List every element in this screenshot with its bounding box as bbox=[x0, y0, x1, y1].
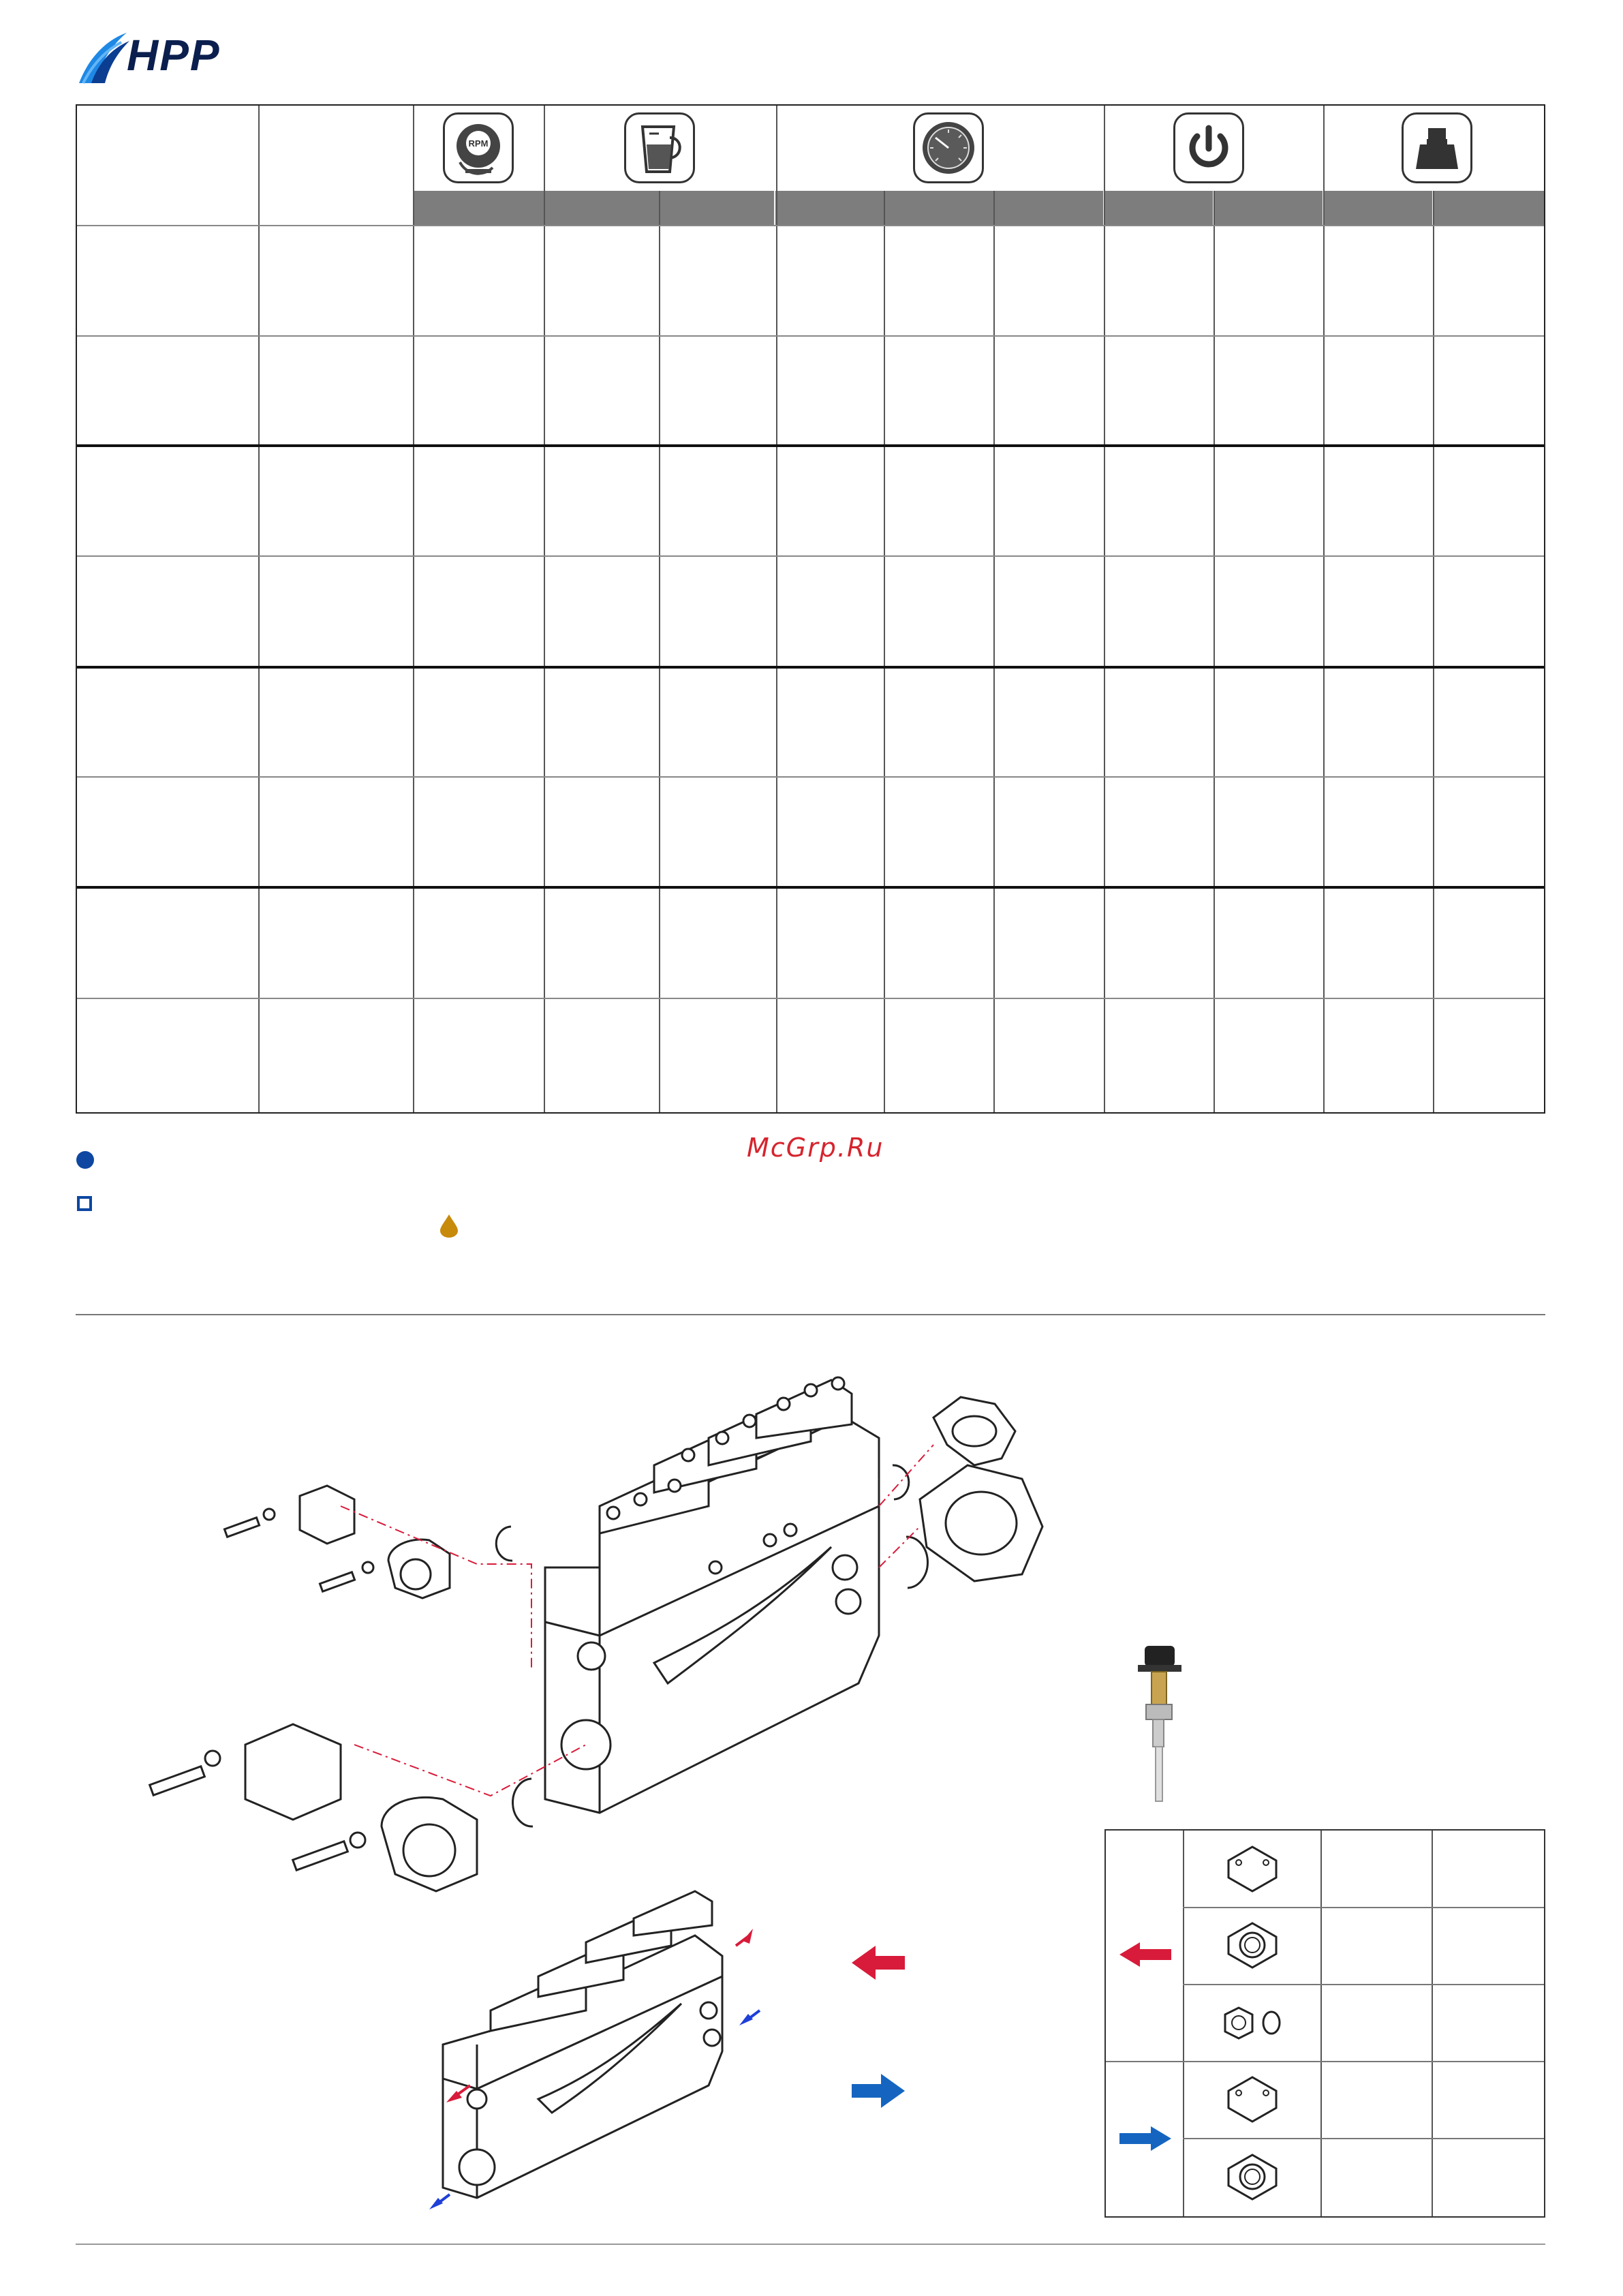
blind-flange-icon bbox=[1222, 1840, 1283, 1897]
blue-arrow-right-icon bbox=[852, 2074, 905, 2108]
oil-drop-icon bbox=[439, 1213, 459, 1238]
brand-name: HPP bbox=[127, 31, 221, 80]
weight-icon bbox=[1402, 112, 1472, 183]
spec-table bbox=[76, 104, 1545, 1114]
adapter-with-seal-icon bbox=[1218, 1994, 1286, 2051]
rpm-icon bbox=[443, 112, 514, 183]
red-arrow-left-icon bbox=[852, 1946, 905, 1980]
pressure-gauge-icon bbox=[913, 112, 984, 183]
watermark-text: McGrp.Ru bbox=[747, 1133, 884, 1163]
outlet-arrow-icon bbox=[1118, 1940, 1173, 1970]
threaded-flange-inlet-icon bbox=[1222, 2148, 1283, 2205]
hollow-square-icon bbox=[77, 1196, 92, 1211]
svg-text:RPM: RPM bbox=[468, 138, 489, 149]
oil-level-sensor-image bbox=[1117, 1646, 1199, 1803]
threaded-flange-icon bbox=[1222, 1916, 1283, 1974]
footer-divider bbox=[76, 2244, 1545, 2245]
connection-parts-table bbox=[1104, 1829, 1545, 2218]
inlet-arrow-icon bbox=[1118, 2124, 1173, 2154]
header-gray-band bbox=[414, 191, 1544, 225]
blind-flange-inlet-icon bbox=[1222, 2070, 1283, 2128]
section-divider bbox=[76, 1314, 1545, 1315]
flow-jug-icon bbox=[624, 112, 695, 183]
power-icon bbox=[1173, 112, 1244, 183]
flow-arrows bbox=[429, 1929, 760, 2209]
filled-circle-icon bbox=[76, 1151, 94, 1169]
logo-swoosh-icon bbox=[74, 27, 135, 89]
